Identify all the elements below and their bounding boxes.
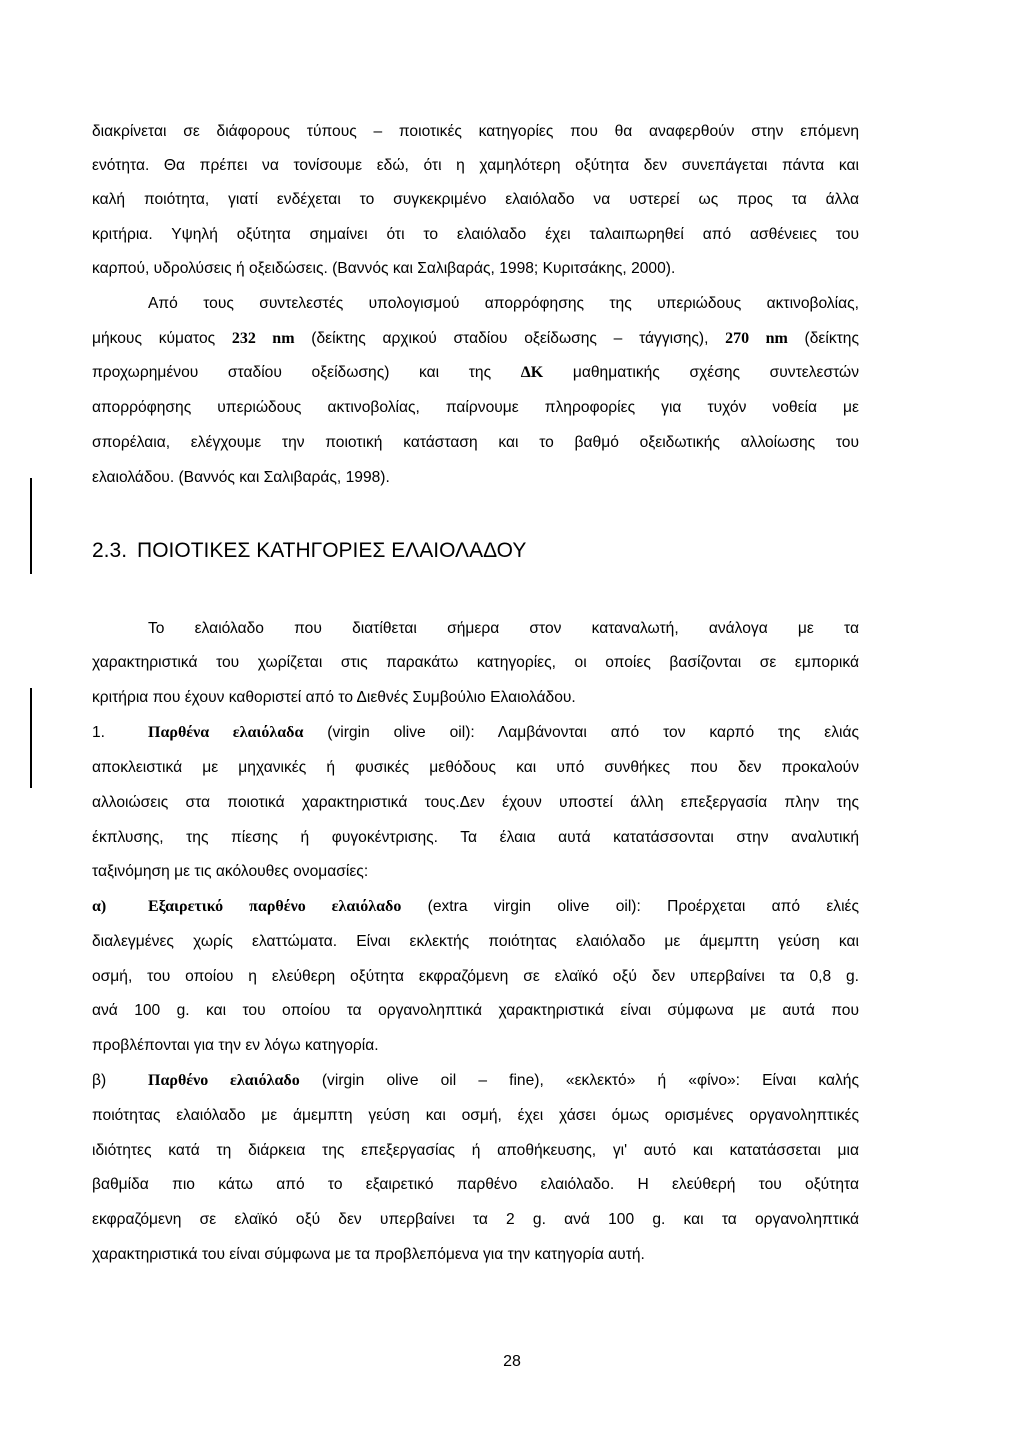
text-line: διαλεγμένες χωρίς ελαττώματα. Είναι εκλεκτής ποιότητας ελαιόλαδο με άμεμπτη γεύση και (92, 933, 859, 950)
text-line: εκφραζόμενη σε ελαϊκό οξύ δεν υπερβαίνει τα 2 g. ανά 100 g. και τα οργανοληπτικά (92, 1211, 859, 1228)
text-line: Το ελαιόλαδο που διατίθεται σήμερα στον καταναλωτή, ανάλογα με τα (148, 620, 859, 637)
scan-edge-mark (30, 688, 32, 788)
section-number: 2.3. (92, 539, 128, 562)
term: Παρθένο ελαιόλαδο (148, 1072, 300, 1089)
text-line: έκπλυσης, της πίεσης ή φυγοκέντρισης. Τα έλαια αυτά κατατάσσονται στην αναλυτική (92, 829, 859, 846)
text-line (92, 363, 859, 383)
term: Παρθένα ελαιόλαδα (148, 724, 304, 741)
text-run: (δείκτης (787, 330, 859, 347)
text-run: (extra virgin olive oil): Προέρχεται από ελιές (401, 898, 859, 915)
text-line: αποκλειστικά με μηχανικές ή φυσικές μεθόδους και υπό συνθήκες που δεν προκαλούν (92, 759, 859, 776)
text-line: βαθμίδα πιο κάτω από το εξαιρετικό παρθένο ελαιόλαδο. Η ελεύθερή του οξύτητα (92, 1176, 859, 1193)
text-line: αλλοιώσεις στα ποιοτικά χαρακτηριστικά τους.Δεν έχουν υποστεί άλλη επεξεργασία πλην της (92, 794, 859, 811)
text-run: (virgin olive oil – fine), «εκλεκτό» ή «φίνο»: Είναι καλής (299, 1072, 859, 1089)
text-run: (virgin olive oil): Λαμβάνονται από τον καρπό της ελιάς (303, 724, 859, 741)
text-line: ενότητα. Θα πρέπει να τονίσουμε εδώ, ότι η χαμηλότερη οξύτητα δεν συνεπάγεται πάντα και (92, 157, 859, 174)
list-marker: β) (92, 1072, 107, 1089)
list-item-line (92, 723, 859, 743)
text-line: προβλέπονται για την εν λόγω κατηγορία. (92, 1037, 379, 1054)
text-line: διακρίνεται σε διάφορους τύπους – ποιοτικές κατηγορίες που θα αναφερθούν στην επόμενη (92, 123, 859, 140)
text-run: μαθηματικής σχέσης συντελεστών (543, 364, 859, 381)
list-marker: 1. (92, 724, 106, 741)
scan-edge-mark (30, 478, 32, 574)
text-line: κριτήρια που έχουν καθοριστεί από το Διεθνές Συμβούλιο Ελαιολάδου. (92, 689, 576, 706)
text-line (92, 329, 859, 349)
text-line: καρπού, υδρολύσεις ή οξειδώσεις. (Βαννός και Σαλιβαράς, 1998; Κυριτσάκης, 2000). (92, 260, 676, 277)
text-line: απορρόφησης υπεριώδους ακτινοβολίας, παίρνουμε πληροφορίες για τυχόν νοθεία με (92, 399, 859, 416)
text-run: προχωρημένου σταδίου οξείδωσης) και της (92, 364, 521, 381)
text-line: κριτήρια. Υψηλή οξύτητα σημαίνει ότι το ελαιόλαδο έχει ταλαιπωρηθεί από ασθένειες του (92, 226, 859, 243)
text-line: Από τους συντελεστές υπολογισμού απορρόφησης της υπεριώδους ακτινοβολίας, (148, 295, 859, 312)
text-line: ιδιότητες κατά τη διάρκεια της επεξεργασίας ή αποθήκευσης, γι' αυτό και κατατάσσεται μια (92, 1142, 859, 1159)
text-line: σπορέλαια, ελέγχουμε την ποιοτική κατάσταση και το βαθμό οξειδωτικής αλλοίωσης του (92, 434, 859, 451)
bold-value: 270 nm (725, 330, 788, 347)
text-line: χαρακτηριστικά του είναι σύμφωνα με τα προβλεπόμενα για την κατηγορία αυτή. (92, 1246, 645, 1263)
section-title: ΠΟΙΟΤΙΚΕΣ ΚΑΤΗΓΟΡΙΕΣ ΕΛΑΙΟΛΑΔΟΥ (137, 539, 527, 562)
text-line: οσμή, του οποίου η ελεύθερη οξύτητα εκφραζόμενη σε ελαϊκό οξύ δεν υπερβαίνει τα 0,8 g. (92, 968, 859, 985)
list-item-line (92, 1071, 859, 1091)
section-heading (92, 537, 526, 565)
text-run: (δείκτης αρχικού σταδίου οξείδωσης – τάγγισης), (294, 330, 726, 347)
term: Εξαιρετικό παρθένο ελαιόλαδο (148, 898, 402, 915)
text-line: ελαιολάδου. (Βαννός και Σαλιβαράς, 1998). (92, 469, 390, 486)
page-number: 28 (503, 1353, 521, 1370)
text-line: χαρακτηριστικά του χωρίζεται στις παρακάτω κατηγορίες, οι οποίες βασίζονται σε εμπορικά (92, 654, 859, 671)
text-line: καλή ποιότητα, γιατί ενδέχεται το συγκεκριμένο ελαιόλαδο να υστερεί ως προς τα άλλα (92, 191, 859, 208)
list-marker: α) (92, 898, 107, 915)
text-line: ανά 100 g. και του οποίου τα οργανοληπτικά χαρακτηριστικά είναι σύμφωνα με αυτά που (92, 1002, 859, 1019)
list-item-line (92, 897, 859, 917)
text-run: μήκους κύματος (92, 330, 232, 347)
text-line: ποιότητας ελαιόλαδο με άμεμπτη γεύση και οσμή, έχει χάσει όμως ορισμένες οργανοληπτικές (92, 1107, 859, 1124)
text-line: ταξινόμηση με τις ακόλουθες ονομασίες: (92, 863, 369, 880)
bold-value: 232 nm (231, 330, 295, 347)
bold-value: ΔΚ (520, 364, 544, 381)
